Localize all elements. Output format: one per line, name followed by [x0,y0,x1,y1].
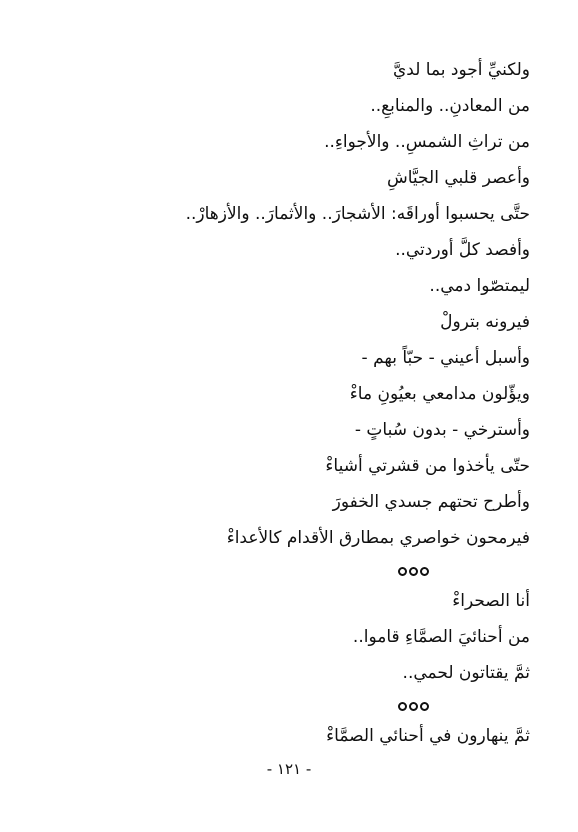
poem-line: حتّى يأخذوا من قشرتي أشياءْ [325,456,530,476]
poem-line: وأطرح تحتهم جسدي الخفورَ [332,492,530,512]
poem-line: وأعصر قلبي الجيَّاشِ [387,168,530,188]
poem-line: ليمتصّوا دمي.. [429,276,530,296]
poem-line: من المعادنِ.. والمنابعِ.. [370,96,530,116]
triple-circle-ornament-icon [397,693,430,720]
poem-line: ولكنيِّ أجود بما لديَّ [392,60,530,80]
poem-line: حتَّى يحسبوا أوراقَه: الأشجارَ.. والأثمارَ.. والأزهارْ.. [185,204,530,224]
poem-line: وأسترخي - بدون سُباتٍ - [354,420,530,440]
poem-line: فيرمحون خواصري بمطارق الأقدام كالأعداءْ [226,528,530,548]
poem-line: وأسبل أعيني - حبّاً بهم - [361,348,530,368]
poem-line: ويؤّلون مدامعي بعيُونِ ماءْ [349,384,530,404]
section-separator [110,691,530,718]
poem-line: ثمَّ ينهارون في أحنائي الصمَّاءْ [326,726,530,746]
poem-line: أنا الصحراءْ [452,591,530,611]
poem-body [110,52,530,754]
poem-line: من تراثِ الشمسِ.. والأجواءِ.. [324,132,530,152]
page-number: - ١٢١ - [266,760,312,778]
triple-circle-ornament-icon [397,558,430,585]
poem-line: من أحنائيَ الصمَّاءِ قاموا.. [352,627,530,647]
poem-line: فيرونه بترولْ [440,312,530,332]
section-separator [110,556,530,583]
poem-line: ثمَّ يقتاتون لحمي.. [402,663,530,683]
poem-line: وأفصد كلَّ أوردتي.. [395,240,530,260]
